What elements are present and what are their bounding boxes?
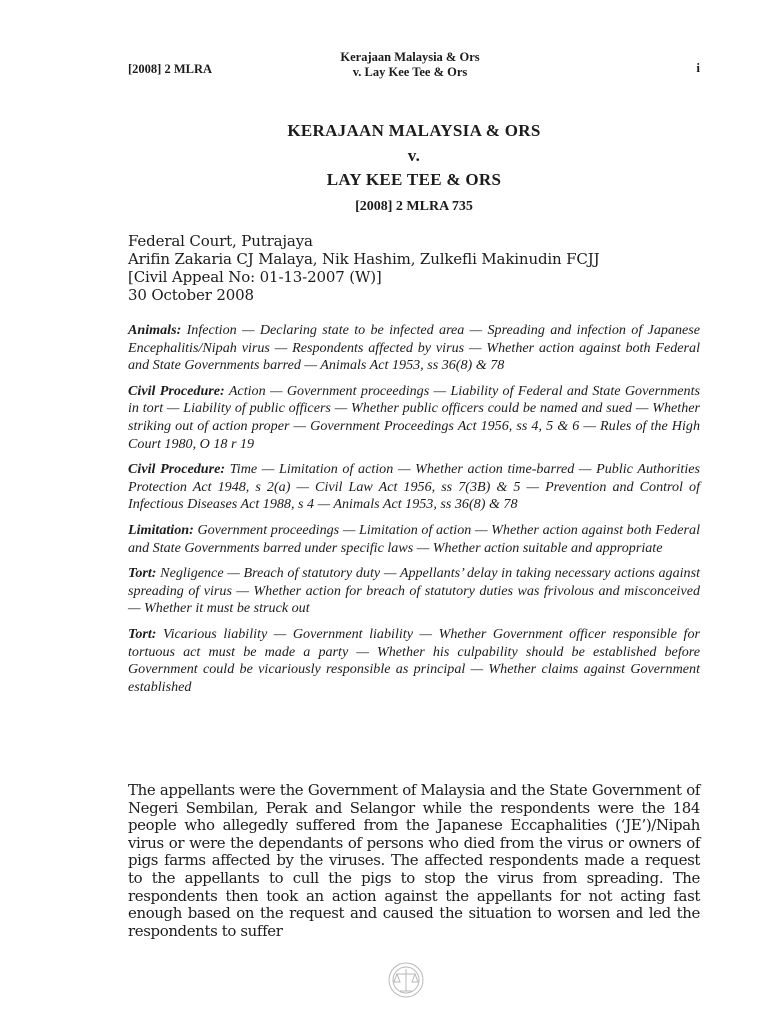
case-party-2: LAY KEE TEE & ORS: [326, 170, 502, 189]
catchword-text: Time — Limitation of action — Whether action time-barred — Public Authorities Protection Act 1948, s 2(a) — Civil Law Act 1956, ss 7(3B) & 5 — Prevention and Control of Infectious Diseases Act 1988, s 4 — Animals Act 1953, ss 36(8) & 78: [128, 461, 700, 513]
running-title-line1: Kerajaan Malaysia & Ors: [340, 50, 480, 64]
catchword-heading: Limitation:: [128, 521, 194, 538]
catchword-entry: [128, 383, 700, 453]
page-number: i: [696, 60, 700, 75]
case-versus: v.: [407, 145, 421, 165]
catchword-heading: Tort:: [128, 565, 157, 582]
running-title-line2: v. Lay Kee Tee & Ors: [352, 65, 468, 79]
catchword-entry: [128, 461, 700, 514]
case-citation: [2008] 2 MLRA 735: [355, 198, 473, 214]
case-title-block: [128, 119, 700, 218]
catchword-heading: Civil Procedure:: [128, 461, 226, 478]
court-name: Federal Court, Putrajaya: [128, 232, 313, 250]
catchword-entry: [128, 322, 700, 375]
catchword-heading: Tort:: [128, 625, 157, 642]
catchword-text: Infection — Declaring state to be infected area — Spreading and infection of Japanese Encephalitis/Nipah virus — Respondents affected by virus — Whether action against both Federal and State Governments barred — Animals Act 1953, ss 36(8) & 78: [128, 322, 700, 374]
catchword-entry: [128, 626, 700, 696]
catchword-text: Action — Government proceedings — Liability of Federal and State Governments in tort — Liability of public officers — Whether public officers could be named and sued — Whether striking out of action proper — Government Proceedings Act 1956, ss 4, 5 & 6 — Rules of the High Court 1980, O 18 r 19: [128, 382, 700, 452]
catchword-text: Vicarious liability — Government liability — Whether Government officer responsible for tortuous act must be made a party — Whether his culpability should be established before Government could be vicariously responsible as principal — Whether claims against Government established: [128, 625, 700, 695]
court-info: [128, 232, 600, 304]
catchword-entry: [128, 565, 700, 618]
catchword-heading: Animals:: [128, 322, 182, 338]
catchword-text: Negligence — Breach of statutory duty — Appellants’ delay in taking necessary actions against spreading of virus — Whether action for breach of statutory duties was frivolous and misconceived — Whether it must be struck out: [128, 565, 700, 617]
court-seal-icon: [384, 960, 428, 1000]
catchword-heading: Civil Procedure:: [128, 382, 225, 399]
headnote-body-paragraph: The appellants were the Government of Malaysia and the State Government of Negeri Sembilan, Perak and Selangor while the respondents were the 184 people who allegedly suffered from the Japanese Eccaphalities (‘JE’)/Nipah virus or were the dependants of persons who died from the virus or owners of pigs farms affected by the viruses. The affected respondents made a request to the appellants to cull the pigs to stop the virus from spreading. The respondents then took an action against the appellants for not acting fast enough based on the request and caused the situation to worsen and led the respondents to suffer: [128, 781, 700, 940]
court-judges: Arifin Zakaria CJ Malaya, Nik Hashim, Zulkefli Makinudin FCJJ: [128, 250, 600, 268]
appeal-number: [Civil Appeal No: 01-13-2007 (W)]: [128, 268, 382, 286]
catchwords-section: [128, 322, 700, 704]
catchword-entry: [128, 522, 700, 557]
running-header-citation: [2008] 2 MLRA: [128, 62, 213, 76]
case-party-1: KERAJAAN MALAYSIA & ORS: [287, 121, 541, 140]
catchword-text: Government proceedings — Limitation of action — Whether action against both Federal and State Governments barred under specific laws — Whether action suitable and appropriate: [128, 521, 700, 556]
judgment-date: 30 October 2008: [128, 286, 254, 304]
running-header-title: [300, 50, 520, 80]
